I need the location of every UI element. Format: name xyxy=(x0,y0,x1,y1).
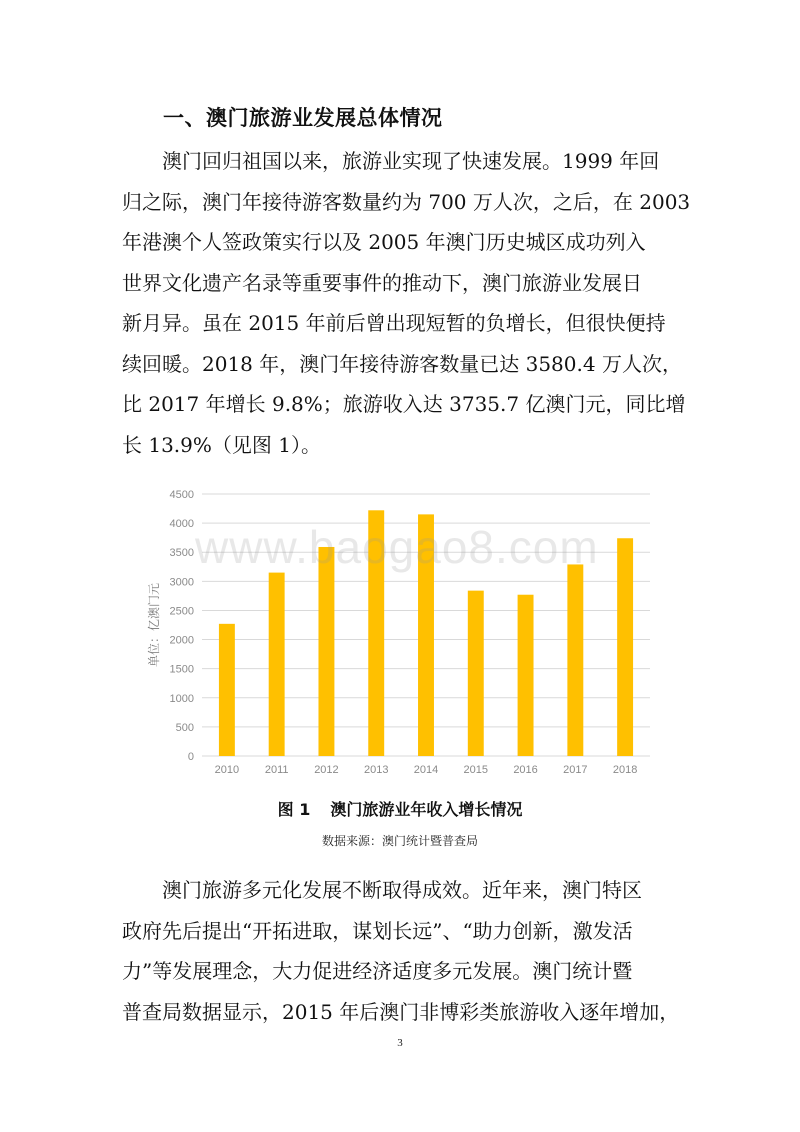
figure-source: 数据来源：澳门统计暨普查局 xyxy=(321,834,478,848)
x-tick-label: 2015 xyxy=(463,764,489,776)
watermark: www.baogao8.com xyxy=(195,521,599,573)
y-tick-label: 4500 xyxy=(169,489,194,501)
paragraph-1 xyxy=(122,141,691,465)
paragraph-line: 年港澳个人签政策实行以及 2005 年澳门历史城区成功列入 xyxy=(122,230,646,254)
bar xyxy=(219,624,235,756)
x-tick-label: 2014 xyxy=(413,764,439,776)
y-tick-label: 1000 xyxy=(169,692,194,705)
paragraph-line: 政府先后提出“开拓进取，谋划长远”、“助力创新，激发活 xyxy=(122,918,633,943)
paragraph-line: 比 2017 年增长 9.8%；旅游收入达 3735.7 亿澳门元，同比增 xyxy=(122,392,686,416)
y-tick-label: 3000 xyxy=(169,576,194,589)
paragraph-2 xyxy=(122,870,687,1032)
x-tick-label: 2013 xyxy=(363,764,389,776)
figure-title: 澳门旅游业年收入增长情况 xyxy=(330,800,523,819)
y-tick-label: 3500 xyxy=(169,547,194,560)
x-tick-label: 2018 xyxy=(612,764,638,776)
y-tick-label: 1500 xyxy=(169,663,194,676)
bar xyxy=(567,564,583,756)
section-heading: 一、澳门旅游业发展总体情况 xyxy=(163,106,443,130)
paragraph-line: 澳门旅游多元化发展不断取得成效。近年来，澳门特区 xyxy=(162,878,642,902)
paragraph-line: 续回暖。2018 年，澳门年接待游客数量已达 3580.4 万人次， xyxy=(122,351,682,376)
figure-number: 图 1 xyxy=(277,800,311,819)
paragraph-line: 普查局数据显示，2015 年后澳门非博彩类旅游收入逐年增加， xyxy=(122,999,680,1024)
y-tick-label: 2000 xyxy=(169,634,194,647)
paragraph-line: 世界文化遗产名录等重要事件的推动下，澳门旅游业发展日 xyxy=(122,270,642,295)
bar xyxy=(617,538,633,756)
x-tick-label: 2017 xyxy=(563,764,588,776)
x-tick-label: 2010 xyxy=(214,764,240,776)
bar xyxy=(269,573,285,756)
x-tick-label: 2011 xyxy=(264,764,289,776)
bar xyxy=(318,547,334,756)
figure-caption xyxy=(0,797,800,820)
bar xyxy=(468,591,484,756)
y-tick-label: 500 xyxy=(175,721,194,734)
paragraph-line: 澳门回归祖国以来，旅游业实现了快速发展。1999 年回 xyxy=(162,149,660,173)
y-axis-label: 单位：亿澳门元 xyxy=(147,582,161,668)
bar xyxy=(518,595,534,756)
paragraph-line: 长 13.9%（见图 1）。 xyxy=(122,432,321,457)
y-tick-label: 0 xyxy=(187,751,194,763)
y-tick-label: 4000 xyxy=(169,518,194,531)
x-tick-label: 2012 xyxy=(314,764,339,776)
paragraph-line: 新月异。虽在 2015 年前后曾出现短暂的负增长，但很快便持 xyxy=(122,311,666,335)
page-number: 3 xyxy=(397,1037,403,1049)
paragraph-line: 力”等发展理念，大力促进经济适度多元发展。澳门统计暨 xyxy=(122,959,633,983)
x-tick-label: 2016 xyxy=(513,764,538,776)
paragraph-line: 归之际，澳门年接待游客数量约为 700 万人次，之后，在 2003 xyxy=(122,189,691,214)
y-tick-label: 2500 xyxy=(169,605,194,618)
